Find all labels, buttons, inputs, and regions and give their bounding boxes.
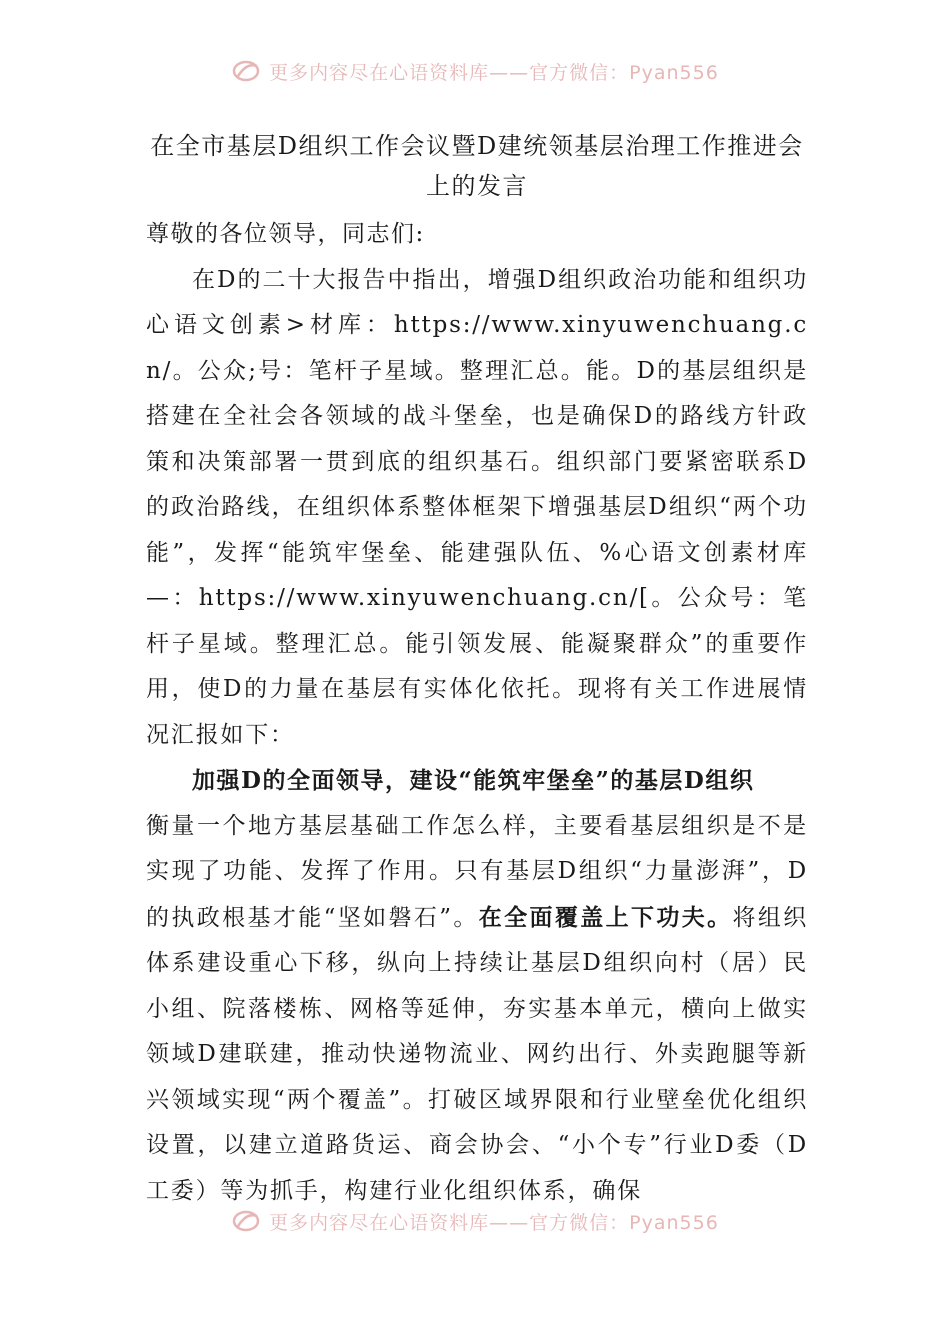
watermark-header xyxy=(0,54,950,88)
paragraph-section-1-text-b: 将组织体系建设重心下移，纵向上持续让基层D组织向村（居）民小组、院落楼栋、网格等延伸，夯实基本单元，横向上做实领域D建联建，推动快递物流业、网约出行、外卖跑腿等新兴领域实现“两个覆盖”。打破区域界限和行业壁垒优化组织设置，以建立道路货运、商会协会、“小个专”行业D委（D工委）等为抓手，构建行业化组织体系，确保 xyxy=(146,904,809,1204)
paragraph-section-1-bold: 在全面覆盖上下功夫。 xyxy=(478,903,733,931)
watermark-text: 更多内容尽在心语资料库——官方微信：Pyan556 xyxy=(269,61,719,84)
watermark-footer xyxy=(0,1204,950,1238)
document-body xyxy=(146,126,808,1214)
document-title xyxy=(146,126,808,206)
title-line-1: 在全市基层D组织工作会议暨D建统领基层治理工作推进会 xyxy=(150,132,804,160)
section-heading-1: 加强D的全面领导，建设“能筑牢堡垒”的基层D组织 xyxy=(192,767,755,794)
logo-icon xyxy=(231,58,261,84)
title-line-2: 上的发言 xyxy=(426,172,528,200)
paragraph-section-1 xyxy=(146,804,808,1215)
logo-icon xyxy=(231,1208,261,1234)
paragraph-intro: 在D的二十大报告中指出，增强D组织政治功能和组织功心语文创素>材库：https://www.xinyuwenchuang.cn/。公众;号：笔杆子星域。整理汇总。能。D的基层组织是搭建在全社会各领域的战斗堡垒，也是确保D的路线方针政策和决策部署一贯到底的组织基石。组织部门要紧密联系D的政治路线，在组织体系整体框架下增强基层D组织“两个功能”，发挥“能筑牢堡垒、能建强队伍、%心语文创素材库—：https://www.xinyuwenchuang.cn/[。公众号：笔杆子星域。整理汇总。能引领发展、能凝聚群众”的重要作用，使D的力量在基层有实体化依托。现将有关工作进展情况汇报如下： xyxy=(146,266,808,748)
watermark-text: 更多内容尽在心语资料库——官方微信：Pyan556 xyxy=(269,1211,719,1234)
paragraph-section-1-text-a: 衡量一个地方基层基础工作怎么样，主要看基层组织是不是实现了功能、发挥了作用。只有基层D组织“力量澎湃”，D的执政根基才能“坚如磐石”。 xyxy=(146,812,808,931)
salutation: 尊敬的各位领导，同志们: xyxy=(146,221,425,247)
